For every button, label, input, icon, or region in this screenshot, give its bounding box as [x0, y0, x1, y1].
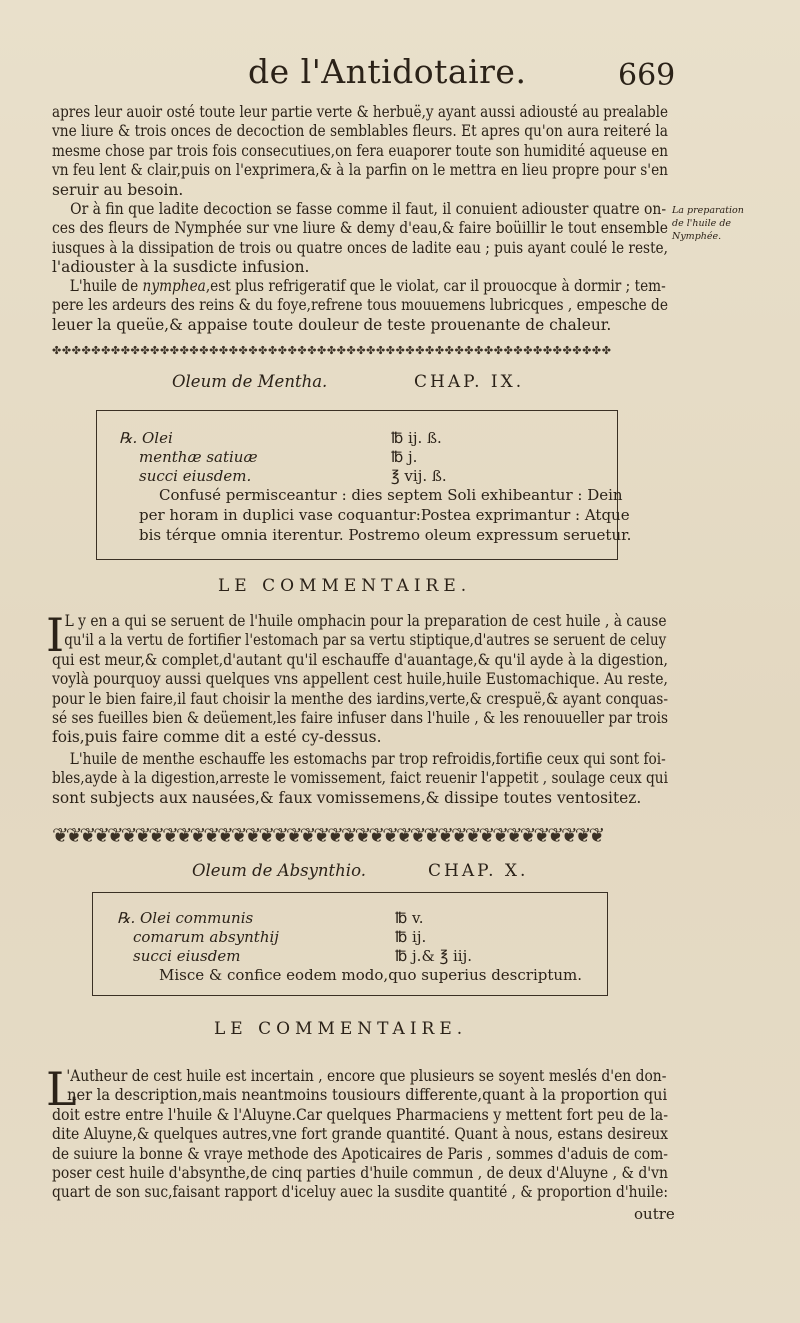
- text-line: dite Aluyne,& quelques autres,vne fort grande quantité. Quant à nous, estans desireux: [52, 1125, 668, 1144]
- text-line: vn feu lent & clair,puis on l'exprimera,& à la parfin on le mettra en lieu propre pour s'en: [52, 161, 668, 180]
- recipe-box-ix: [96, 410, 632, 560]
- text-line: de suiure la bonne & vraye methode des Apoticaires de Paris , sommes d'aduis de com-: [52, 1144, 668, 1163]
- recipe-instruction: per horam in duplici vase coquantur:Postea exprimantur : Atque: [139, 506, 630, 524]
- text-line: 'Autheur de cest huile est incertain , encore que plusieurs se soyent meslés d'en don-: [66, 1067, 667, 1085]
- paragraph-nymphaea-uses: [52, 277, 668, 335]
- text-line: poser cest huile d'absynthe,de cinq parties d'huile commun , de deux d'Aluyne , & d'vn: [52, 1164, 668, 1183]
- text-line: L y en a qui se seruent de l'huile omphacin pour la preparation de cest huile , à cause: [64, 612, 667, 630]
- text-run: ,est plus refrigeratif que le violat, car il prouocque à dormir ; tem-: [205, 277, 666, 295]
- chapter-ix-label: CHAP. IX.: [414, 372, 525, 392]
- recipe-quantity: ℥ vij. ß.: [391, 467, 447, 485]
- marginal-note-line: de l'huile de: [672, 218, 732, 229]
- text-line: [52, 277, 666, 296]
- text-line: voylà pourquoy aussi quelques vns appellent cest huile,huile Eustomachique. Au reste,: [52, 670, 668, 689]
- text-line: ces des fleurs de Nymphée sur vne liure & demy d'eau,& faire boüillir le tout ensemble: [52, 219, 668, 238]
- recipe-quantity: ℔ ij.: [395, 928, 427, 946]
- chapter-x-label: CHAP. X.: [428, 861, 529, 881]
- text-line: qui est meur,& complet,d'autant qu'il eschauffe d'auantage,& qu'il ayde à la digestion,: [52, 650, 668, 669]
- text-run: L'huile de: [69, 277, 143, 295]
- text-line: seruir au besoin.: [52, 180, 184, 199]
- text-line: apres leur auoir osté toute leur partie verte & herbuë,y ayant aussi adiousté au prealable: [52, 103, 668, 121]
- recipe-instruction: Misce & confice eodem modo,quo superius descriptum.: [159, 966, 583, 984]
- text-line: ner la description,mais neantmoins tousiours differente,quant à la proportion qui: [67, 1086, 668, 1105]
- marginal-note-line: La preparation: [672, 205, 744, 216]
- text-line: Or à fin que ladite decoction se fasse comme il faut, il conuient adiouster quatre on-: [70, 200, 667, 218]
- paragraph-nymphaea-preparation: [52, 200, 668, 278]
- running-title: de l'Antidotaire.: [248, 52, 527, 91]
- chapter-ix-latin-title: Oleum de Mentha.: [172, 372, 328, 391]
- text-line: fois,puis faire comme dit a esté cy-dessus.: [52, 728, 382, 747]
- text-line: quart de son suc,faisant rapport d'iceluy auec la susdite quantité , & proportion d'huile:: [52, 1183, 668, 1202]
- recipe-quantity: ℔ ij. ß.: [391, 429, 442, 447]
- drop-cap-l: L: [46, 1062, 77, 1116]
- recipe-ingredient: menthæ satiuæ: [139, 448, 258, 466]
- text-line: leuer la queüe,& appaise toute douleur de teste prouenante de chaleur.: [52, 315, 612, 334]
- text-line: vne liure & trois onces de decoction de semblables fleurs. Et apres qu'on aura reiteré la: [52, 122, 668, 141]
- recipe-quantity: ℔ j.& ℥ iij.: [395, 947, 473, 965]
- italic-word: nymphea: [142, 277, 206, 295]
- recipe-box-x: [92, 892, 608, 996]
- text-line: pere les ardeurs des reins & du foye,refrene tous mouuemens lubricques , empesche de: [52, 296, 668, 315]
- text-line: sé ses fueilles bien & deüement,les faire infuser dans l'huile , & les renouueller par trois: [52, 709, 668, 728]
- commentary-heading-ix: LE COMMENTAIRE.: [218, 576, 472, 596]
- marginal-note: [672, 204, 782, 243]
- commentary-heading-x: LE COMMENTAIRE.: [214, 1019, 468, 1039]
- recipe-instruction: bis térque omnia iterentur. Postremo oleum expressum seruetur.: [139, 526, 632, 544]
- text-line: sont subjects aux nausées,& faux vomissemens,& dissipe toutes ventositez.: [52, 788, 642, 807]
- recipe-quantity: ℔ v.: [395, 909, 424, 927]
- ornamental-band-fleurons: ❦❦❦❦❦❦❦❦❦❦❦❦❦❦❦❦❦❦❦❦❦❦❦❦❦❦❦❦❦❦❦❦❦❦❦❦❦❦❦❦: [52, 823, 603, 847]
- catchword: outre: [634, 1205, 675, 1223]
- text-line: doit estre entre l'huile & l'Aluyne.Car quelques Pharmaciens y mettent fort peu de la-: [52, 1105, 668, 1124]
- chapter-x-latin-title: Oleum de Absynthio.: [192, 861, 366, 880]
- text-line: mesme chose par trois fois consecutiues,on fera euaporer toute son humidité aqueuse en: [52, 141, 668, 160]
- recipe-ingredient: ℞. Olei: [119, 429, 173, 447]
- ornamental-band-top: ✤✤✤✤✤✤✤✤✤✤✤✤✤✤✤✤✤✤✤✤✤✤✤✤✤✤✤✤✤✤✤✤✤✤✤✤✤✤✤✤✤✤✤✤✤✤✤✤✤✤✤✤✤✤✤✤✤: [52, 344, 612, 357]
- recipe-ingredient: comarum absynthij: [133, 928, 279, 946]
- page-number: 669: [618, 58, 676, 93]
- text-line: l'adiouster à la susdicte infusion.: [52, 258, 310, 277]
- text-line: bles,ayde à la digestion,arreste le vomissement, faict reuenir l'appetit , soulage ceux qui: [52, 769, 668, 788]
- commentary-ix-paragraph-1: [52, 612, 668, 748]
- recipe-ingredient: succi eiusdem.: [139, 467, 252, 485]
- recipe-ingredient: ℞. Olei communis: [117, 909, 254, 927]
- recipe-ingredient: succi eiusdem: [133, 947, 241, 965]
- text-line: qu'il a la vertu de fortifier l'estomach par sa vertu stiptique,d'autres se seruent de celuy: [64, 631, 667, 650]
- marginal-note-line: Nymphée.: [672, 231, 722, 242]
- text-line: iusques à la dissipation de trois ou quatre onces de ladite eau ; puis ayant coulé le reste,: [52, 238, 668, 257]
- text-line: L'huile de menthe eschauffe les estomachs par trop refroidis,fortifie ceux qui sont foi-: [69, 750, 666, 768]
- paragraph-opening: [52, 103, 668, 200]
- recipe-instruction: Confusé permisceantur : dies septem Soli exhibeantur : Dein: [159, 486, 623, 504]
- commentary-ix-paragraph-2: [52, 750, 668, 808]
- commentary-x-paragraph-1: [52, 1067, 668, 1203]
- recipe-quantity: ℔ j.: [391, 448, 418, 466]
- text-line: pour le bien faire,il faut choisir la menthe des iardins,verte,& crespuë,& ayant conquas-: [52, 689, 668, 708]
- drop-cap-i: I: [46, 608, 65, 662]
